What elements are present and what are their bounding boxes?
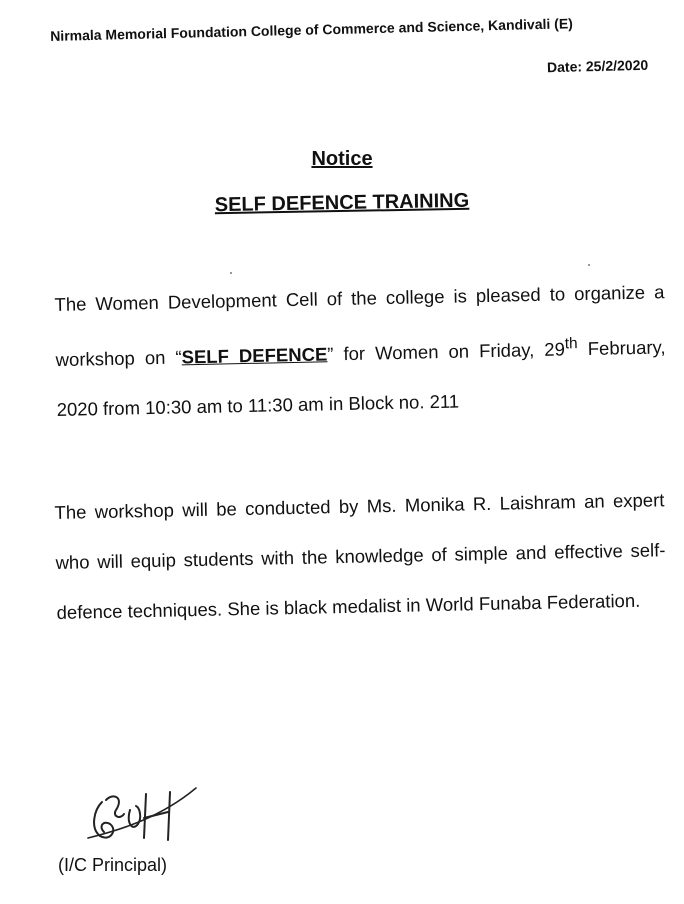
paragraph-instructor: The workshop will be conducted by Ms. Monika R. Laishram an expert who will equip students with the knowledge of simple and effective self-defence techniques. She is black medalist in World Funaba Federation. (54, 489, 666, 623)
notice-date: Date: 25/2/2020 (546, 56, 649, 76)
handwritten-signature (80, 780, 200, 850)
highlight-self-defence: SELF DEFENCE (181, 343, 328, 368)
paragraph-workshop (54, 267, 667, 435)
college-name: Nirmala Memorial Foundation College of Commerce and Science, Kandivali (E) (50, 15, 574, 44)
scan-speck (230, 272, 232, 274)
notice-subject: SELF DEFENCE TRAINING (214, 189, 470, 217)
paragraph-text: ” for Women on Friday, 29 (327, 338, 566, 365)
signatory-title: (I/C Principal) (58, 855, 168, 875)
notice-heading: Notice (311, 148, 373, 170)
superscript-th: th (564, 335, 578, 353)
paragraph-text: The Women Development Cell of the college is pleased to organize a workshop on “ (54, 281, 665, 371)
scan-speck (588, 264, 590, 266)
paragraph-text: February, 2020 from 10:30 am to 11:30 am in Block no. 211 (56, 336, 666, 421)
